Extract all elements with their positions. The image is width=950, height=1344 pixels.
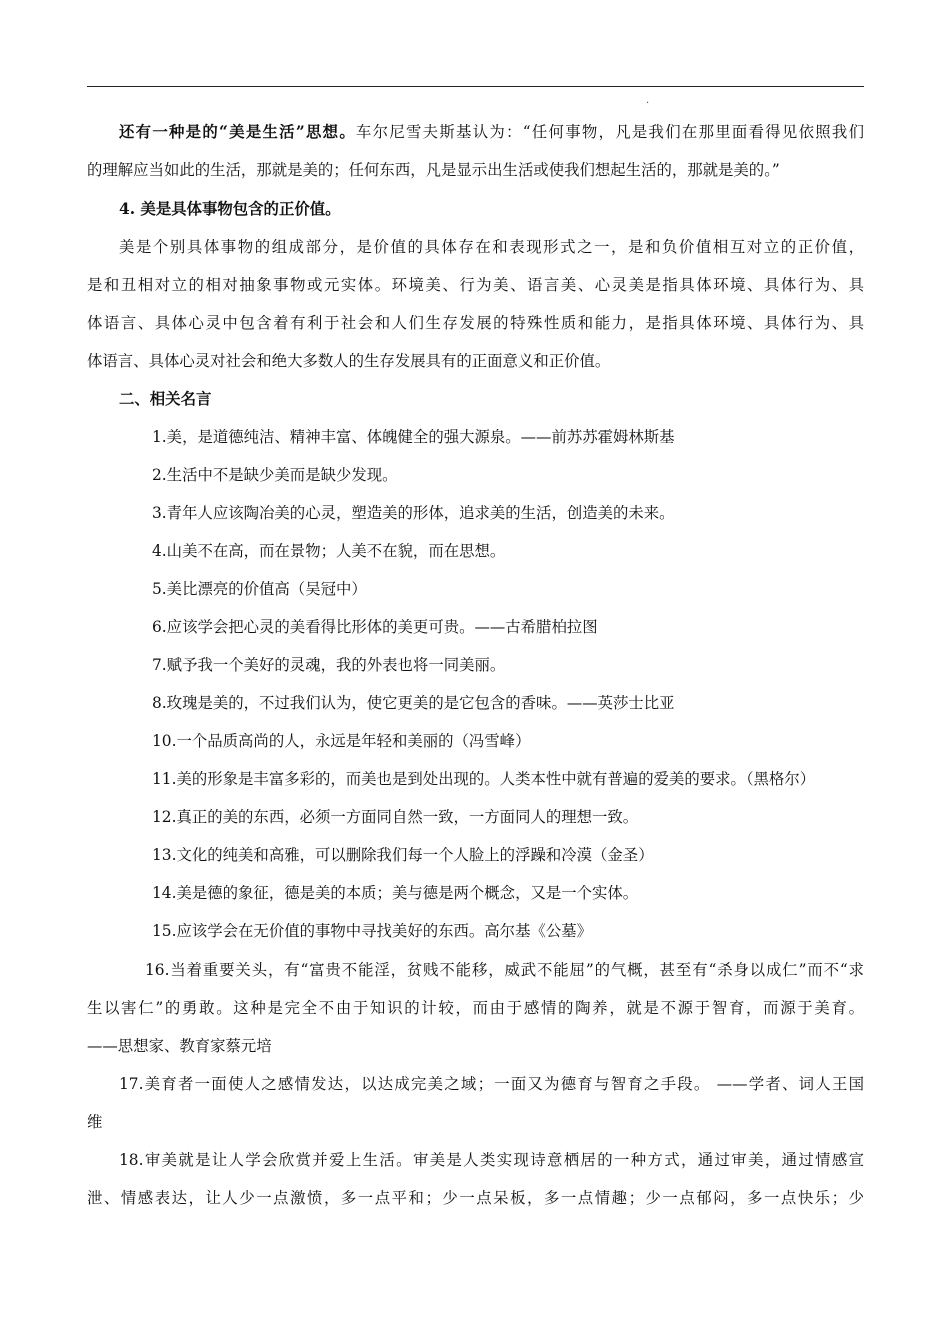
para2-line4: 体语言、具体心灵对社会和绝大多数人的生存发展具有的正面意义和正价值。: [87, 352, 611, 370]
quote18-line1: 18.审美就是让人学会欣赏并爱上生活。审美是人类实现诗意栖居的一种方式，通过审美，通过情感宣: [119, 1151, 864, 1169]
quote-item: 7.赋予我一个美好的灵魂，我的外表也将一同美丽。: [152, 656, 506, 674]
quote-item: 1.美，是道德纯洁、精神丰富、体魄健全的强大源泉。——前苏苏霍姆林斯基: [152, 428, 675, 446]
para1-line2: 的理解应当如此的生活，那就是美的；任何东西，凡是显示出生活或使我们想起生活的，那就是美的。”: [87, 161, 780, 179]
quote-item: 2.生活中不是缺少美而是缺少发现。: [152, 466, 398, 484]
section2-heading: 二、相关名言: [119, 390, 212, 408]
quote-item: 11.美的形象是丰富多彩的，而美也是到处出现的。人类本性中就有普遍的爱美的要求。（黑格尔）: [152, 770, 816, 788]
quote-item: 3.青年人应该陶冶美的心灵，塑造美的形体，追求美的生活，创造美的未来。: [152, 504, 675, 522]
para1-lead: 还有一种是的“美是生活”思想。: [119, 123, 356, 141]
quote-item: 4.山美不在高，而在景物；人美不在貌，而在思想。: [152, 542, 506, 560]
quote-item: 14.美是德的象征，德是美的本质；美与德是两个概念，又是一个实体。: [152, 884, 639, 902]
quote-item: 10.一个品质高尚的人，永远是年轻和美丽的（冯雪峰）: [152, 732, 531, 750]
quote16-line3: ——思想家、教育家蔡元培: [87, 1037, 272, 1055]
header-dot: .: [646, 95, 650, 106]
quote16-line1: 16.当着重要关头，有“富贵不能淫，贫贱不能移，威武不能屈”的气概，甚至有“杀身以成仁”而不“求: [145, 961, 864, 979]
quote-item: 12.真正的美的东西，必须一方面同自然一致，一方面同人的理想一致。: [152, 808, 639, 826]
para2-line3: 体语言、具体心灵中包含着有利于社会和人们生存发展的特殊性质和能力，是指具体环境、具体行为、具: [87, 314, 864, 332]
quote-item: 15.应该学会在无价值的事物中寻找美好的东西。高尔基《公墓》: [152, 922, 593, 940]
para2-line1: 美是个别具体事物的组成部分，是价值的具体存在和表现形式之一，是和负价值相互对立的正价值，: [119, 238, 864, 256]
quote17-line1: 17.美育者一面使人之感情发达，以达成完美之域；一面又为德育与智育之手段。 ——学者、词人王国: [119, 1075, 864, 1093]
para2-line2: 是和丑相对立的相对抽象事物或元实体。环境美、行为美、语言美、心灵美是指具体环境、具体行为、具: [87, 276, 864, 294]
para1-line1-rest: 车尔尼雪夫斯基认为：“任何事物，凡是我们在那里面看得见依照我们: [356, 123, 864, 141]
quote17-line2: 维: [87, 1113, 103, 1131]
quote-item: 5.美比漂亮的价值高（吴冠中）: [152, 580, 367, 598]
quote18-line2: 泄、情感表达，让人少一点激愤，多一点平和；少一点呆板，多一点情趣；少一点郁闷，多一点快乐；少: [87, 1189, 864, 1207]
para1-line1: [119, 122, 864, 142]
heading-4: 4. 美是具体事物包含的正价值。: [119, 200, 341, 218]
quote-item: 6.应该学会把心灵的美看得比形体的美更可贵。——古希腊柏拉图: [152, 618, 598, 636]
quote-item: 13.文化的纯美和高雅，可以删除我们每一个人脸上的浮躁和冷漠（金圣）: [152, 846, 654, 864]
header-rule: [87, 86, 864, 87]
quote16-line2: 生以害仁”的勇敢。这种是完全不由于知识的计较，而由于感情的陶养，就是不源于智育，而源于美育。: [87, 999, 864, 1017]
quote-item: 8.玫瑰是美的，不过我们认为，使它更美的是它包含的香味。——英莎士比亚: [152, 694, 675, 712]
